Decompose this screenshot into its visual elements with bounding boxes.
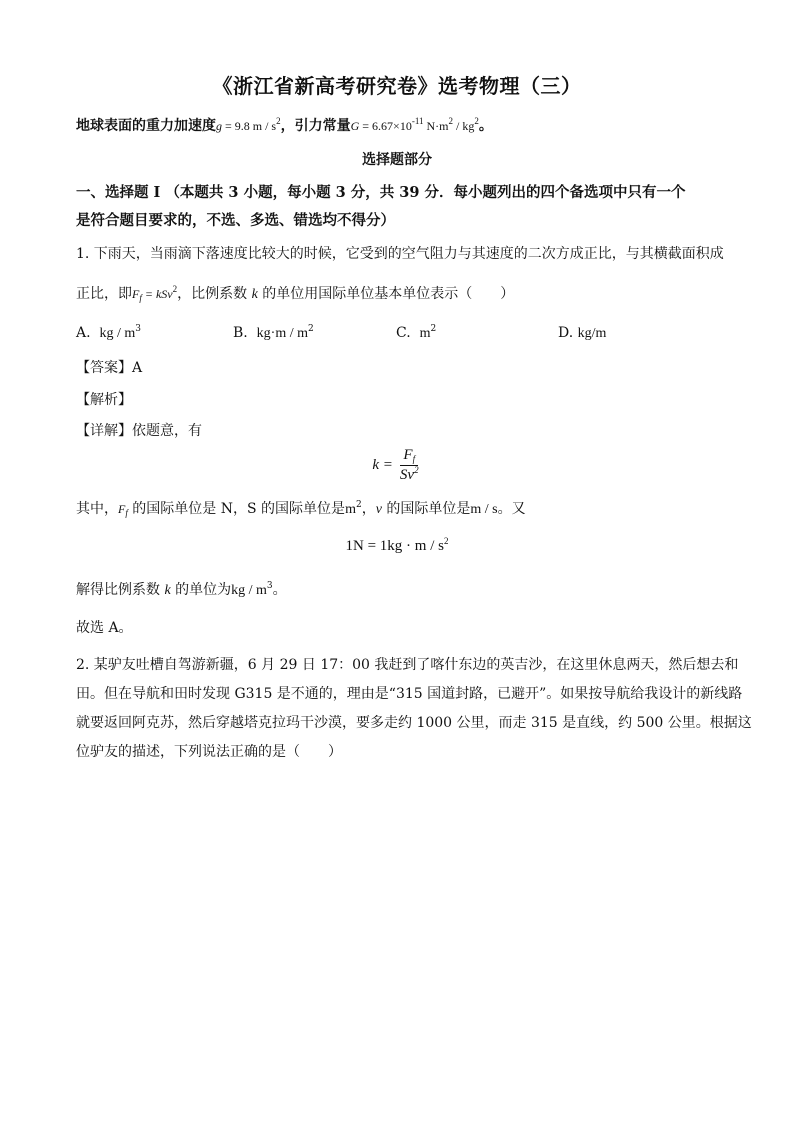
q1-answer: 【答案】A bbox=[76, 360, 143, 376]
constants-line bbox=[76, 116, 726, 136]
q2-stem-line4: 位驴友的描述，下列说法正确的是（ ） bbox=[76, 744, 342, 760]
constants-mid: ，引力常量 bbox=[280, 118, 351, 134]
constants-suffix: 。 bbox=[478, 118, 493, 134]
page-title: 《浙江省新高考研究卷》选考物理（三） bbox=[212, 74, 582, 98]
part1-instructions-line1: 一、选择题 I （本题共 3 小题，每小题 3 分，共 39 分．每小题列出的四个备选项中只有一个 bbox=[76, 184, 686, 201]
q1-drag-formula: $F_f = kSv^2$ bbox=[132, 284, 178, 303]
q1-detail: 【详解】依题意，有 bbox=[76, 423, 202, 439]
q1-fraction-formula: k = $\frac{F_f}{Sv^2}$ bbox=[372, 447, 419, 483]
q1-option-c[interactable]: C. $m^2$ bbox=[396, 324, 437, 341]
constants-prefix: 地球表面的重力加速度 bbox=[76, 118, 216, 134]
q1-option-a[interactable]: A. kg / $m^3$ bbox=[76, 324, 141, 341]
q1-option-b[interactable]: B. $kg\cdot m / m^2$ bbox=[233, 324, 314, 341]
q1-explanation: 其中，$F_f$ 的国际单位是 N，S 的国际单位是$m^2$，v 的国际单位是m / s。又 bbox=[76, 500, 526, 518]
q2-stem-line3: 就要返回阿克苏，然后穿越塔克拉玛干沙漠，要多走约 1000 公里，而走 315 是直线，约 500 公里。根据这 bbox=[76, 715, 752, 731]
section-title: 选择题部分 bbox=[362, 152, 432, 168]
q1-option-d[interactable]: D. kg/m bbox=[558, 325, 607, 341]
q1-stem-line1: 1. 下雨天，当雨滴下落速度比较大的时候，它受到的空气阻力与其速度的二次方成正比，与其横截面积成 bbox=[76, 246, 724, 262]
q1-analysis-tag: 【解析】 bbox=[76, 392, 132, 408]
part1-instructions-line2: 是符合题目要求的，不选、多选、错选均不得分） bbox=[76, 212, 395, 229]
q1-result: 解得比例系数 k 的单位为kg / $m^3$。 bbox=[76, 581, 287, 598]
q2-stem-line2: 田。但在导航和田时发现 G315 是不通的，理由是“315 国道封路，已避开”。如果按导航给我设计的新线路 bbox=[76, 686, 743, 702]
gravity-formula: g = 9.8 m / $s^2$ bbox=[216, 116, 281, 133]
q1-conclusion: 故选 A。 bbox=[76, 620, 133, 636]
q1-stem-line2: 正比，即$F_f = kSv^2$，比例系数 k 的单位用国际单位基本单位表示（ ） bbox=[76, 284, 515, 303]
gravitational-constant-formula: $G = 6.67\times 10^{-11}$ $N\cdot m^2 / kg^2$ bbox=[350, 116, 479, 133]
q1-newton-equation: $1N = 1kg \cdot m / s^2$ bbox=[345, 536, 449, 554]
q2-stem-line1: 2. 某驴友吐槽自驾游新疆，6 月 29 日 17：00 我赶到了喀什东边的英吉沙，在这里休息两天，然后想去和 bbox=[76, 657, 739, 673]
